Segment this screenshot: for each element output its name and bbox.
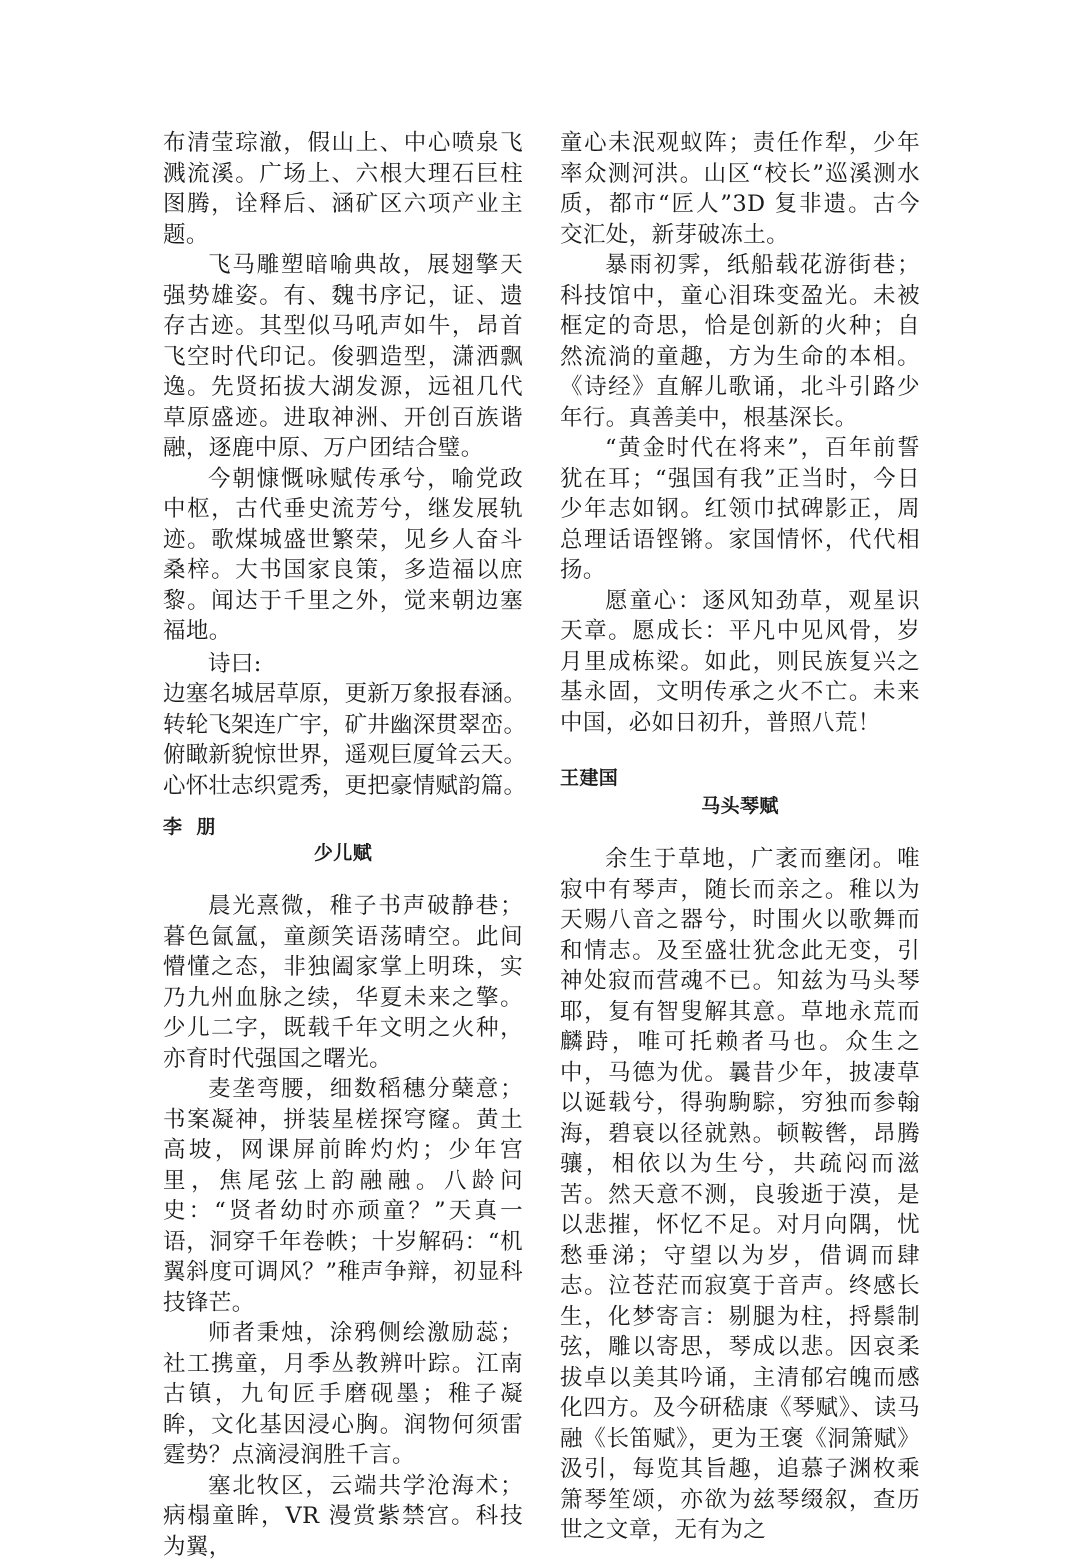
- author-wang-jianguo: 王建国: [560, 764, 920, 792]
- body-paragraph-1: 余生于草地，广袤而壅闭。唯寂中有琴声，随长而亲之。稚以为天赐八音之器兮，时围火以歌舞而和情志。及至盛壮犹念此无变，引神处寂而营魂不已。知兹为马头琴耶，复有智叟解其意。草地永荒而麟跱，唯可托赖者马也。众生之中，马德为优。曩昔少年，披凄草以诞载兮，得驹駒騌，穷独而参翰海，碧衰以径就熟。顿鞍辔，昂腾骧，相依以为生兮，共疏闷而滋苦。然天意不测，良骏逝于漠，是以悲摧，怀忆不足。对月向隅，忧愁垂涕；守望以为岁，借调而肆志。泣苍茫而寂寞于音声。终感长生，化梦寄言：剔腿为柱，捋鬃制弦，雕以寄思，琴成以悲。因哀柔拔卓以美其吟诵，主清郁宕魄而感化四方。及今研嵇康《琴赋》、读马融《长笛赋》，更为王褒《洞箫赋》汲引，每览其旨趣，追慕子渊枚乘箫琴笙颂，亦欲为兹琴缀叙，查历世之文章，无有为之: [560, 844, 920, 1546]
- poem-intro: 诗曰:: [163, 649, 523, 680]
- title-shao-er-fu: 少儿赋: [163, 839, 523, 867]
- body-paragraph-4: 塞北牧区，云端共学沧海术；病榻童眸，VR 漫赏紫禁宫。科技为翼，: [163, 1471, 523, 1562]
- title-ma-tou-qin-fu: 马头琴赋: [560, 792, 920, 820]
- author-li-peng: 李 朋: [163, 813, 523, 841]
- intro-paragraph-2: 飞马雕塑暗喻典故，展翅擎天强势雄姿。有、魏书序记，证、遗存古迹。其型似马吼声如牛，昂首飞空时代印记。俊驷造型，潇洒飘逸。先贤拓拔大湖发源，远祖几代草原盛迹。进取神洲、开创百族谐融，逐鹿中原、万户团结合璧。: [163, 250, 523, 464]
- continued-paragraph-4: 愿童心：逐风知劲草，观星识天章。愿成长：平凡中见风骨，岁月里成栋梁。如此，则民族复兴之基永固，文明传承之火不亡。未来中国，必如日初升，普照八荒！: [560, 586, 920, 739]
- left-column: [163, 128, 523, 1562]
- right-column: [560, 128, 920, 1546]
- continued-paragraph-2: 暴雨初霁，纸船载花游街巷；科技馆中，童心泪珠变盈光。未被框定的奇思，恰是创新的火种；自然流淌的童趣，方为生命的本相。《诗经》直解儿歌诵，北斗引路少年行。真善美中，根基深长。: [560, 250, 920, 433]
- poem-line-2: 转轮飞架连广宇，矿井幽深贯翠峦。: [163, 710, 523, 741]
- poem-line-1: 边塞名城居草原，更新万象报春涵。: [163, 679, 523, 710]
- poem-line-3: 俯瞰新貌惊世界，遥观巨厦耸云天。: [163, 740, 523, 771]
- body-paragraph-3: 师者秉烛，涂鸦侧绘激励蕊；社工携童，月季丛教辨叶踪。江南古镇，九旬匠手磨砚墨；稚子凝眸，文化基因浸心胸。润物何须雷霆势？点滴浸润胜千言。: [163, 1318, 523, 1471]
- continued-paragraph-3: “黄金时代在将来”，百年前誓犹在耳；“强国有我”正当时，今日少年志如钢。红领巾拭碑影正，周总理话语铿锵。家国情怀，代代相扬。: [560, 433, 920, 586]
- intro-paragraph-1: 布清莹琮澈，假山上、中心喷泉飞溅流溪。广场上、六根大理石巨柱图腾，诠释后、涵矿区六项产业主题。: [163, 128, 523, 250]
- poem-line-4: 心怀壮志织霓秀，更把豪情赋韵篇。: [163, 771, 523, 802]
- body-paragraph-1: 晨光熹微，稚子书声破静巷；暮色氤氲，童颜笑语荡晴空。此间懵懂之态，非独阖家掌上明珠，实乃九州血脉之续，华夏未来之擎。少儿二字，既载千年文明之火种，亦育时代强国之曙光。: [163, 891, 523, 1074]
- continued-paragraph-1: 童心未泯观蚁阵；责任作犁，少年率众测河洪。山区“校长”巡溪测水质，都市“匠人”3D 复非遗。古今交汇处，新芽破冻土。: [560, 128, 920, 250]
- body-paragraph-2: 麦垄弯腰，细数稻穗分蘖意；书案凝神，拼装星槎探穹窿。黄土高坡，网课屏前眸灼灼；少年宫里，焦尾弦上韵融融。八龄问史：“贤者幼时亦顽童？”天真一语，洞穿千年卷帙；十岁解码：“机翼斜度可调风？”稚声争辩，初显科技锋芒。: [163, 1074, 523, 1318]
- poem: [163, 679, 523, 801]
- intro-paragraph-3: 今朝慷慨咏赋传承兮，喻党政中枢，古代垂史流芳兮，继发展轨迹。歌煤城盛世繁荣，见乡人奋斗桑梓。大书国家良策，多造福以庶黎。闻达于千里之外，觉来朝边塞福地。: [163, 464, 523, 647]
